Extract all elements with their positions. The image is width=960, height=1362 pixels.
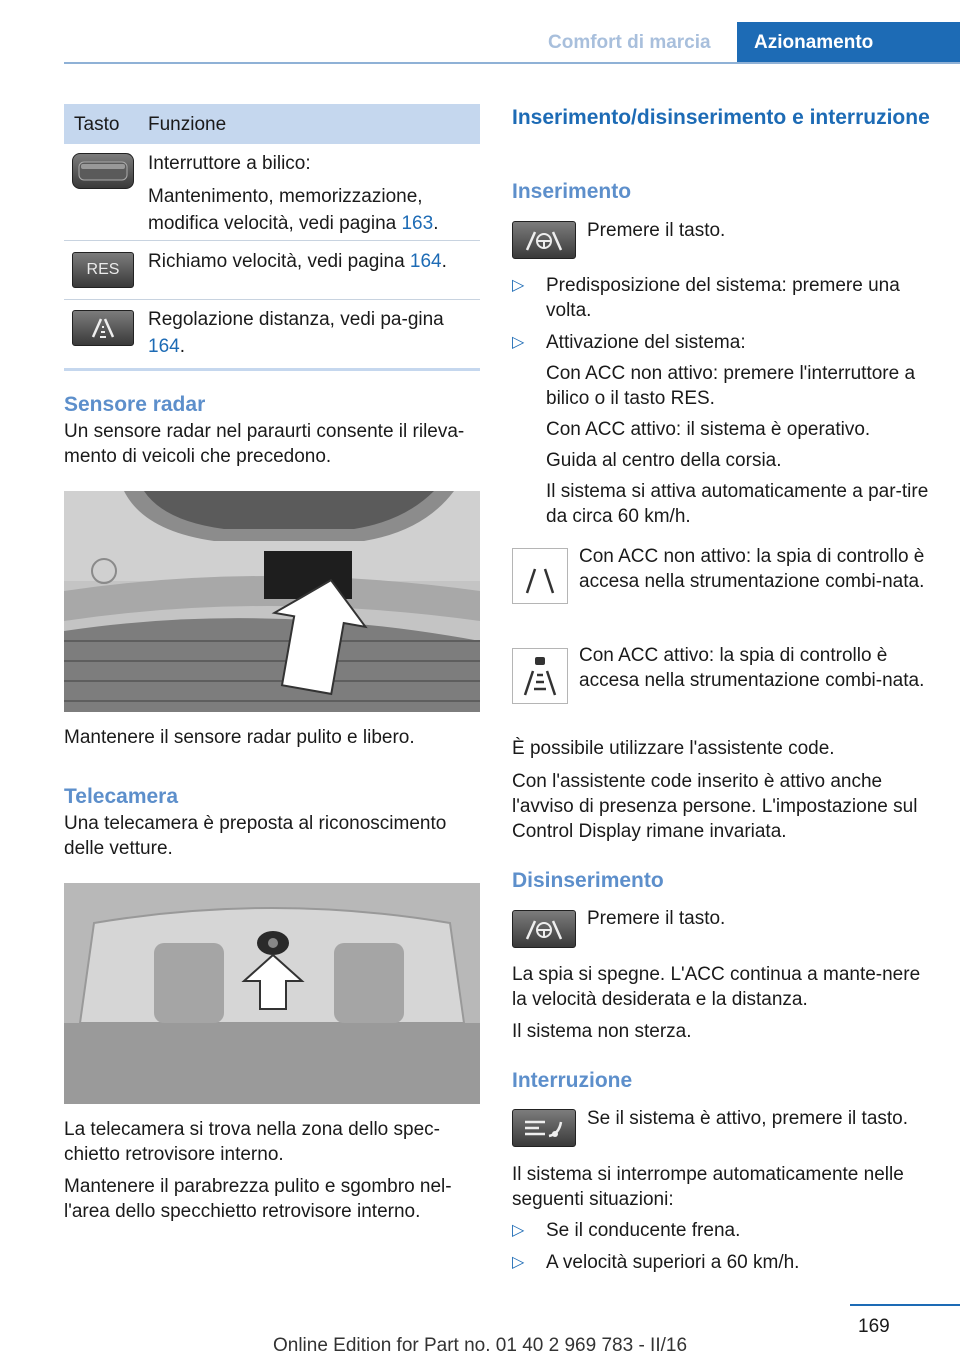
table-row: Richiamo velocità, vedi pagina 164. xyxy=(148,251,447,272)
list-item: ▷ Attivazione del sistema: Con ACC non attivo: premere l'interruttore a bilico o il tasto RES. Con ACC attivo: il sistema è operativo. Guida al centro della corsia. Il sistema si attiva automaticamente a par-tire da circa 60 km/h. xyxy=(512,330,932,529)
footer-rule xyxy=(850,1304,960,1306)
res-label: RES xyxy=(86,261,120,278)
sub-text: Guida al centro della corsia. xyxy=(546,450,782,471)
res-button-icon xyxy=(72,252,134,288)
distance-button-icon xyxy=(72,310,134,346)
interrupt-text: Il sistema si interrompe automaticamente nelle seguenti situazioni: xyxy=(512,1164,904,1210)
sub-text: Con ACC attivo: il sistema è operativo. xyxy=(546,419,871,440)
page-link-164b[interactable]: 164 xyxy=(148,336,180,357)
indicator-active-text: Con ACC attivo: la spia di controllo è accesa nella strumentazione combi-nata. xyxy=(579,645,925,691)
bullet-triangle-icon: ▷ xyxy=(512,1254,525,1271)
header-rule xyxy=(64,62,960,64)
radar-section xyxy=(64,393,480,469)
camera-title: Telecamera xyxy=(64,785,179,808)
radar-caption: Mantenere il sensore radar pulito e libero. xyxy=(64,727,415,748)
row1-line1: Interruttore a bilico: xyxy=(148,153,311,174)
radar-photo xyxy=(64,491,480,712)
interrupt-bullets xyxy=(512,1218,932,1282)
activation-section xyxy=(512,105,932,130)
table-header xyxy=(64,104,480,144)
activation-main-title: Inserimento/disinserimento e interruzione xyxy=(512,106,930,129)
camera-photo xyxy=(64,883,480,1104)
queue-assist-text: È possibile utilizzare l'assistente code. xyxy=(512,738,835,759)
row-divider xyxy=(64,299,480,300)
rocker-switch-icon xyxy=(72,153,134,189)
on-title: Inserimento xyxy=(512,180,632,203)
header-section-label: Comfort di marcia xyxy=(548,32,711,53)
sub-text: Con ACC non attivo: premere l'interruttore a bilico o il tasto RES. xyxy=(546,363,916,409)
acc-steering-button-icon-off xyxy=(512,910,576,948)
off-text-1: La spia si spegne. L'ACC continua a mante-nere la velocità desiderata e la distanza. xyxy=(512,964,921,1010)
table-row: Regolazione distanza, vedi pa-gina 164. xyxy=(148,309,444,357)
table-row: Interruttore a bilico: Mantenimento, memorizzazione, modifica velocità, vedi pagina 163. xyxy=(148,150,478,243)
camera-section xyxy=(64,785,480,861)
interrupt-press-text: Se il sistema è attivo, premere il tasto. xyxy=(587,1108,909,1129)
radar-text: Un sensore radar nel paraurti consente il rileva-mento di veicoli che precedono. xyxy=(64,421,465,467)
lane-indicator-active-icon xyxy=(512,648,568,704)
footer-edition: Online Edition for Part no. 01 40 2 969 783 - II/16 xyxy=(272,1335,688,1356)
lane-indicator-inactive-icon xyxy=(512,548,568,604)
indicator-inactive-text: Con ACC non attivo: la spia di controllo è accesa nella strumentazione combi-nata. xyxy=(579,546,925,592)
table-end-rule xyxy=(64,368,480,371)
sub-text: Il sistema si attiva automaticamente a par-tire da circa 60 km/h. xyxy=(546,481,929,527)
on-bullets xyxy=(512,273,932,536)
camera-caption-2: Mantenere il parabrezza pulito e sgombro nel-l'area dello specchietto retrovisore interno. xyxy=(64,1176,452,1222)
off-text-2: Il sistema non sterza. xyxy=(512,1021,692,1042)
page-link-164[interactable]: 164 xyxy=(409,251,442,272)
list-item: ▷ Predisposizione del sistema: premere una volta. xyxy=(512,275,900,321)
camera-caption-1: La telecamera si trova nella zona dello spec-chietto retrovisore interno. xyxy=(64,1119,440,1165)
radar-title: Sensore radar xyxy=(64,393,206,416)
acc-steering-button-icon xyxy=(512,221,576,259)
on-press-text: Premere il tasto. xyxy=(587,220,726,241)
row2-line1: Richiamo velocità, vedi pagina xyxy=(148,251,405,272)
row1-line2: Mantenimento, memorizzazione, modifica velocità, vedi pagina xyxy=(148,186,423,234)
page-link-163[interactable]: 163 xyxy=(401,213,434,234)
bullet-triangle-icon: ▷ xyxy=(512,277,525,294)
page-number: 169 xyxy=(858,1316,890,1337)
interrupt-button-icon xyxy=(512,1109,576,1147)
bullet-triangle-icon: ▷ xyxy=(512,334,525,351)
table-header-function: Funzione xyxy=(148,114,227,135)
table-header-key: Tasto xyxy=(74,114,120,135)
off-title: Disinserimento xyxy=(512,869,664,892)
row3-line1: Regolazione distanza, vedi pa-gina xyxy=(148,309,444,330)
interrupt-title: Interruzione xyxy=(512,1069,633,1092)
list-item: ▷ Se il conducente frena. xyxy=(512,1220,741,1241)
row-divider xyxy=(64,240,480,241)
off-press-text: Premere il tasto. xyxy=(587,908,726,929)
queue-assist-detail: Con l'assistente code inserito è attivo anche l'avviso di presenza persone. L'impostazione sul Control Display rimane invariata. xyxy=(512,771,918,842)
header-chapter-tab[interactable]: Azionamento xyxy=(737,22,960,64)
list-item: ▷ A velocità superiori a 60 km/h. xyxy=(512,1252,800,1273)
bullet-triangle-icon: ▷ xyxy=(512,1222,525,1239)
camera-text: Una telecamera è preposta al riconoscimento delle vetture. xyxy=(64,813,447,859)
